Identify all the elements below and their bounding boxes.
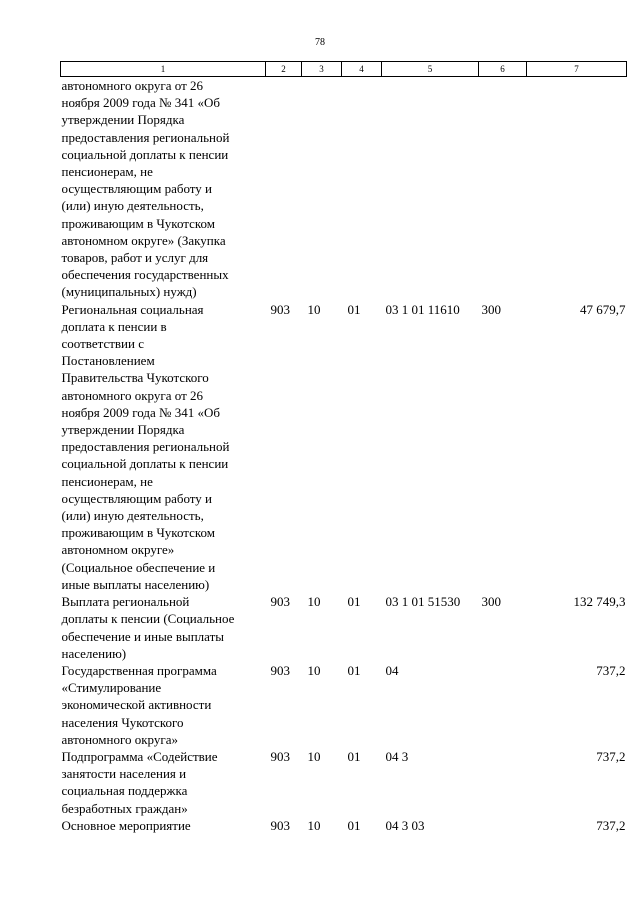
row-ministry-code: 903 [270, 817, 290, 833]
row-section-code: 10 [307, 748, 321, 764]
row-amount [527, 77, 627, 301]
table-row [61, 748, 627, 817]
row-expense-type: 300 [481, 301, 501, 317]
row-target-code: 04 [385, 662, 399, 678]
row-ministry-code: 903 [270, 662, 290, 678]
row-target-code [382, 77, 479, 301]
row-expense-type [479, 748, 527, 817]
row-amount: 47 679,7 [580, 301, 626, 317]
header-cell-5: 5 [382, 62, 479, 77]
header-cell-2: 2 [266, 62, 302, 77]
row-subsection-code: 01 [347, 748, 361, 764]
table-row [61, 77, 627, 301]
row-target-code: 04 3 [385, 748, 409, 764]
row-amount: 737,2 [596, 748, 626, 764]
row-amount: 132 749,3 [573, 594, 626, 610]
row-section-code: 10 [307, 817, 321, 833]
row-expense-type [479, 662, 527, 748]
table-row [61, 301, 627, 593]
row-ministry-code: 903 [270, 301, 290, 317]
row-expense-type [479, 77, 527, 301]
row-subsection-code: 01 [347, 594, 361, 610]
row-amount: 737,2 [596, 662, 626, 678]
page-number: 78 [315, 37, 325, 48]
table-header-row [61, 62, 627, 77]
row-section-code: 10 [307, 662, 321, 678]
budget-table [60, 61, 627, 834]
row-subsection-code: 01 [347, 817, 361, 833]
row-subsection-code: 01 [347, 662, 361, 678]
header-cell-3: 3 [302, 62, 342, 77]
table-row [61, 817, 627, 834]
table-row [61, 662, 627, 748]
row-name: Государственная программа «Стимулирование экономической активности населения Чукотского автономного округа» [61, 662, 217, 747]
row-section-code [302, 77, 342, 301]
row-expense-type: 300 [481, 594, 501, 610]
row-ministry-code: 903 [270, 594, 290, 610]
row-target-code: 03 1 01 51530 [385, 594, 461, 610]
row-subsection-code [342, 77, 382, 301]
header-cell-4: 4 [342, 62, 382, 77]
header-cell-1: 1 [61, 62, 266, 77]
table-row [61, 593, 627, 662]
row-ministry-code [266, 77, 302, 301]
row-name: Подпрограмма «Содействие занятости населения и социальная поддержка безработных граждан» [61, 748, 218, 816]
header-cell-6: 6 [479, 62, 527, 77]
row-name: автономного округа от 26 ноября 2009 года № 341 «Об утверждении Порядка предоставления региональной социальной доплаты к пенсии пенсионерам, не осуществляющим работу и (или) иную деятельность, проживающим в Чукотском автономном округе» (Закупка товаров, работ и услуг для обеспечения государственных (муниципальных) нужд) [61, 78, 230, 300]
row-name: Выплата региональной доплаты к пенсии (Социальное обеспечение и иные выплаты населению) [61, 594, 235, 661]
row-section-code: 10 [307, 301, 321, 317]
row-target-code: 04 3 03 [385, 817, 425, 833]
row-name: Региональная социальная доплата к пенсии в соответствии с Постановлением Правительства Чукотского автономного округа от 26 ноября 2009 года № 341 «Об утверждении Порядка предоставления региональной социальной доплаты к пенсии пенсионерам, не осуществляющим работу и (или) иную деятельность, проживающим в Чукотском автономном округе» (Социальное обеспечение и иные выплаты населению) [61, 301, 230, 592]
row-name: Основное мероприятие [61, 817, 191, 833]
row-expense-type [479, 817, 527, 834]
header-cell-7: 7 [527, 62, 627, 77]
row-section-code: 10 [307, 594, 321, 610]
row-target-code: 03 1 01 11610 [385, 301, 460, 317]
row-ministry-code: 903 [270, 748, 290, 764]
row-subsection-code: 01 [347, 301, 361, 317]
row-amount: 737,2 [596, 817, 626, 833]
